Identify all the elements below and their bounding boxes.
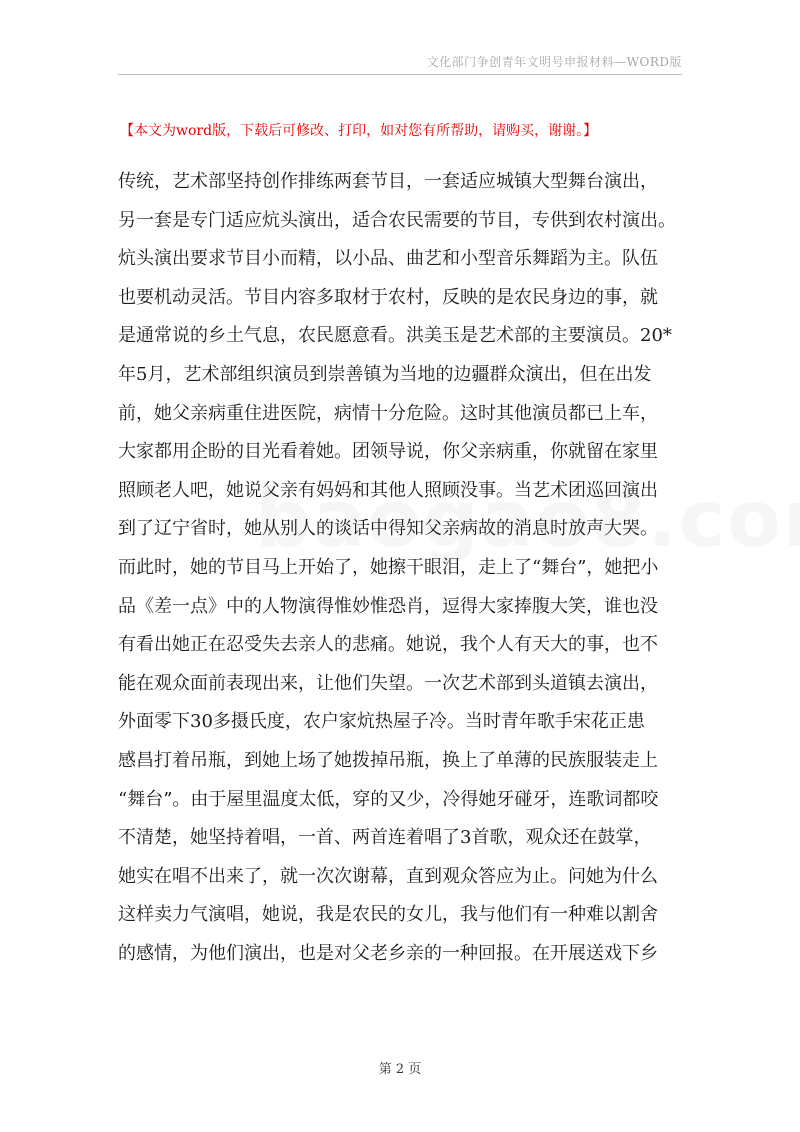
body-line: 有看出她正在忍受失去亲人的悲痛。她说，我个人有天大的事，也不 [118,634,658,656]
download-notice: 【本文为word版，下载后可修改、打印，如对您有所帮助，请购买，谢谢。】 [120,123,598,139]
body-line: 前，她父亲病重住进医院，病情十分危险。这时其他演员都已上车， [118,402,658,424]
body-line: 也要机动灵活。节目内容多取材于农村，反映的是农民身边的事，就 [118,286,658,308]
body-line: 年5月，艺术部组织演员到崇善镇为当地的边疆群众演出，但在出发 [118,363,652,385]
body-line: 炕头演出要求节目小而精，以小品、曲艺和小型音乐舞蹈为主。队伍 [118,248,658,270]
body-line: 她实在唱不出来了，就一次次谢幕，直到观众答应为止。问她为什么 [118,865,658,887]
body-line: 另一套是专门适应炕头演出，适合农民需要的节目，专供到农村演出。 [118,209,676,231]
body-line: 的感情，为他们演出，也是对父老乡亲的一种回报。在开展送戏下乡 [118,942,658,964]
body-line: 能在观众面前表现出来，让他们失望。一次艺术部到头道镇去演出， [118,672,658,694]
body-line: 照顾老人吧，她说父亲有妈妈和其他人照顾没事。当艺术团巡回演出 [118,479,658,501]
body-line: 不清楚，她坚持着唱，一首、两首连着唱了3首歌，观众还在鼓掌， [118,827,652,849]
running-header: 文化部门争创青年文明号申报材料—WORD版 [426,55,682,69]
body-line: 是通常说的乡土气息，农民愿意看。洪美玉是艺术部的主要演员。20* [118,325,672,347]
body-line: 而此时，她的节目马上开始了，她擦干眼泪，走上了“舞台”，她把小 [118,556,659,578]
body-line: 大家都用企盼的目光看着她。团领导说，你父亲病重，你就留在家里 [118,441,658,463]
body-line: 外面零下30多摄氏度，农户家炕热屋子冷。当时青年歌手宋花正患 [118,711,645,733]
body-line: 这样卖力气演唱，她说，我是农民的女儿，我与他们有一种难以割舍 [118,904,658,926]
body-line: 传统，艺术部坚持创作排练两套节目，一套适应城镇大型舞台演出， [118,171,658,192]
header-divider [118,74,682,75]
body-line: 感昌打着吊瓶，到她上场了她拨掉吊瓶，换上了单薄的民族服装走上 [118,749,658,771]
body-line: “舞台”。由于屋里温度太低，穿的又少，冷得她牙碰牙，连歌词都咬 [118,788,659,810]
body-line: 到了辽宁省时，她从别人的谈话中得知父亲病故的消息时放声大哭。 [118,518,658,540]
body-line: 品《差一点》中的人物演得惟妙惟恐肖，逗得大家捧腹大笑，谁也没 [118,595,658,617]
page-number: 第 2 页 [378,1062,422,1077]
body-text [118,163,684,973]
